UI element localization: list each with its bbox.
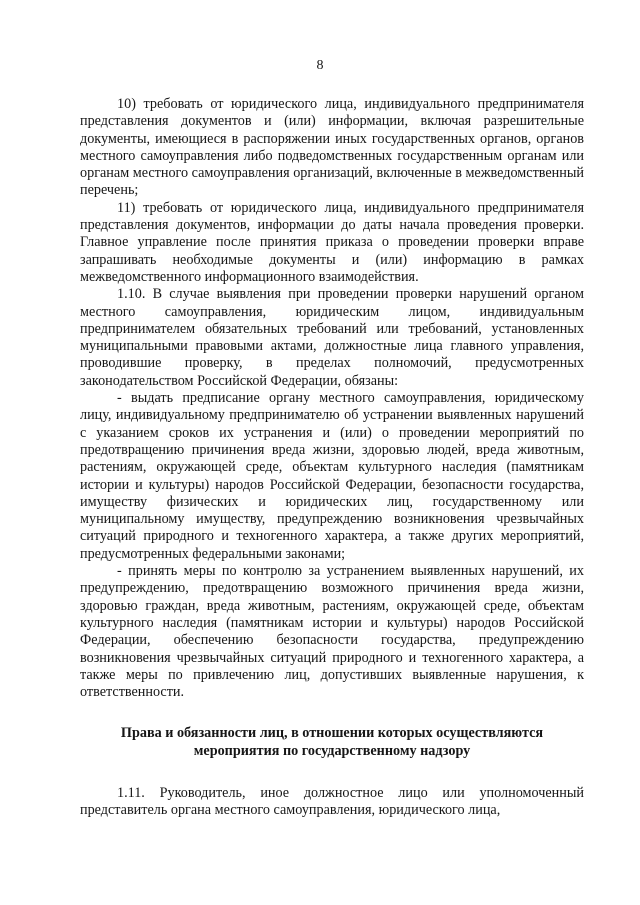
paragraph-bullet-issue-order: - выдать предписание органу местного самоуправления, юридическому лицу, индивидуальному предпринимателю об устранении выявленных нарушений с указанием сроков их устранения и (или) о проведении мероприятий по предотвращению причинения вреда жизни, здоровью людей, вреда животным, растениям, окружающей среде, объектам культурного наследия (памятникам истории и культуры) народов Российской Федерации, безопасности государства, имуществу физических и юридических лиц, государственному или муниципальному имуществу, предупреждению возникновения чрезвычайных ситуаций природного и техногенного характера, а также других мероприятий, предусмотренных федеральными законами;	[80, 390, 584, 562]
paragraph-clause-1-10: 1.10. В случае выявления при проведении проверки нарушений органом местного самоуправления, юридическим лицом, индивидуальным предпринимателем обязательных требований или требований, установленных муниципальными правовыми актами, должностные лица главного управления, проводившие проверку, в пределах полномочий, предусмотренных законодательством Российской Федерации, обязаны:	[80, 286, 584, 389]
page-number: 8	[316, 58, 324, 73]
paragraph-item-10: 10) требовать от юридического лица, индивидуального предпринимателя представления документов и (или) информации, включая разрешительные документы, имеющиеся в распоряжении иных государственных органов, органов местного самоуправления либо подведомственных государственным органам или органам местного самоуправления организаций, включенные в межведомственный перечень;	[80, 96, 584, 199]
paragraph-clause-1-11: 1.11. Руководитель, иное должностное лицо или уполномоченный представитель органа местного самоуправления, юридического лица,	[80, 784, 584, 819]
section-heading	[80, 725, 584, 760]
section-heading-line-2: мероприятия по государственному надзору	[193, 742, 471, 759]
paragraph-item-11: 11) требовать от юридического лица, индивидуального предпринимателя представления документов, информации до даты начала проведения проверки. Главное управление после принятия приказа о проведении проверки вправе запрашивать необходимые документы и (или) информацию в рамках межведомственного информационного взаимодействия.	[80, 199, 584, 285]
section-heading-line-1: Права и обязанности лиц, в отношении которых осуществляются	[120, 725, 544, 742]
paragraph-bullet-take-measures: - принять меры по контролю за устранением выявленных нарушений, их предупреждению, предотвращению возможного причинения вреда жизни, здоровью граждан, вреда животным, растениям, окружающей среде, объектам культурного наследия (памятникам истории и культуры) народов Российской Федерации, обеспечению безопасности государства, предупреждению возникновения чрезвычайных ситуаций природного и техногенного характера, а также меры по привлечению лиц, допустивших выявленные нарушения, к ответственности.	[80, 563, 584, 701]
document-body	[80, 96, 584, 820]
